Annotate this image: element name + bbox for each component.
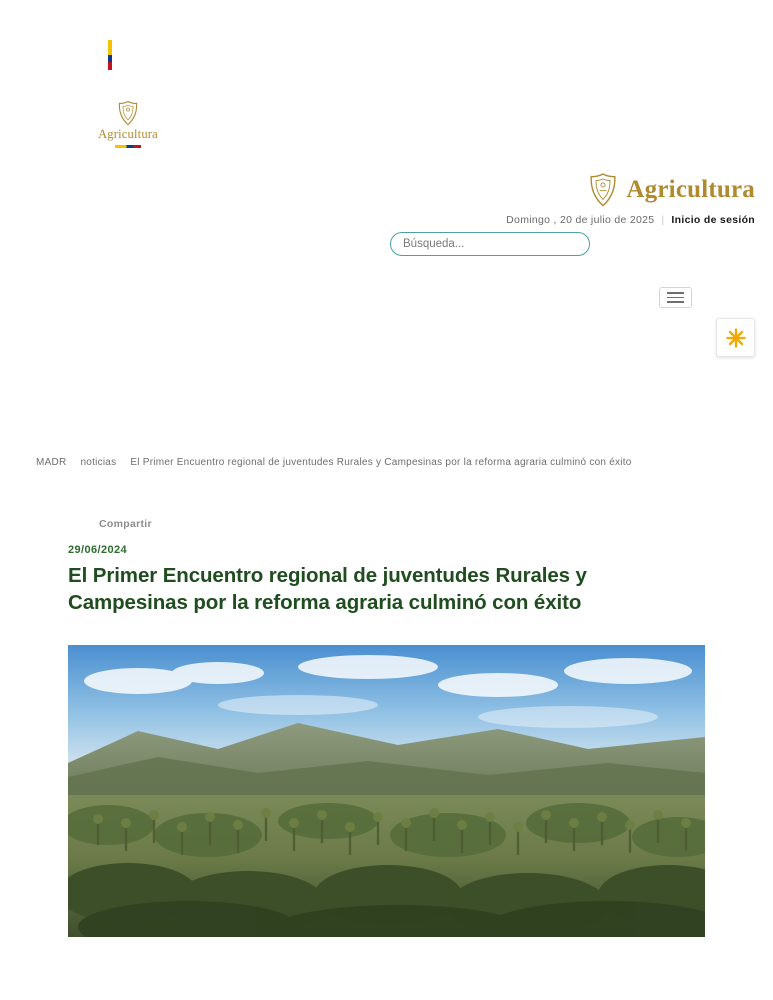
search-container <box>390 232 590 256</box>
colombia-shield-icon <box>117 100 139 126</box>
paramo-landscape-illustration <box>68 645 705 937</box>
breadcrumb-item-noticias[interactable]: noticias <box>80 457 117 468</box>
hamburger-icon[interactable] <box>659 287 692 308</box>
login-link[interactable]: Inicio de sesión <box>671 214 755 226</box>
site-logo-left[interactable] <box>90 100 166 148</box>
logo-flag-underbar <box>115 145 141 148</box>
current-date: Domingo , 20 de julio de 2025 <box>506 214 655 226</box>
hamburger-bar <box>667 297 684 299</box>
article-image <box>68 645 705 937</box>
meta-separator: | <box>661 214 665 226</box>
site-logo-left-label: Agricultura <box>98 127 158 141</box>
brand-name: Agricultura <box>626 176 755 203</box>
colombia-shield-icon <box>588 172 618 208</box>
breadcrumb-item-current: El Primer Encuentro regional de juventudes Rurales y Campesinas por la reforma agraria culminó con éxito <box>130 457 632 468</box>
flag-band-red <box>108 62 112 70</box>
flag-band-yellow <box>108 40 112 55</box>
hamburger-bar <box>667 292 684 294</box>
brand-lockup[interactable] <box>335 172 755 208</box>
site-header-right <box>335 172 755 226</box>
page-title: El Primer Encuentro regional de juventudes Rurales y Campesinas por la reforma agraria culminó con éxito <box>68 564 587 615</box>
colombia-flag-bar-icon <box>108 40 112 70</box>
share-button[interactable]: Compartir <box>99 518 152 530</box>
accessibility-asterisk-icon[interactable] <box>716 318 755 357</box>
hamburger-bar <box>667 301 684 303</box>
search-input[interactable] <box>390 232 590 256</box>
header-meta-row <box>335 214 755 226</box>
flag-band-blue <box>108 55 112 62</box>
breadcrumb-item-madr[interactable]: MADR <box>36 457 67 468</box>
breadcrumb <box>36 457 753 468</box>
article-date: 29/06/2024 <box>68 544 128 556</box>
